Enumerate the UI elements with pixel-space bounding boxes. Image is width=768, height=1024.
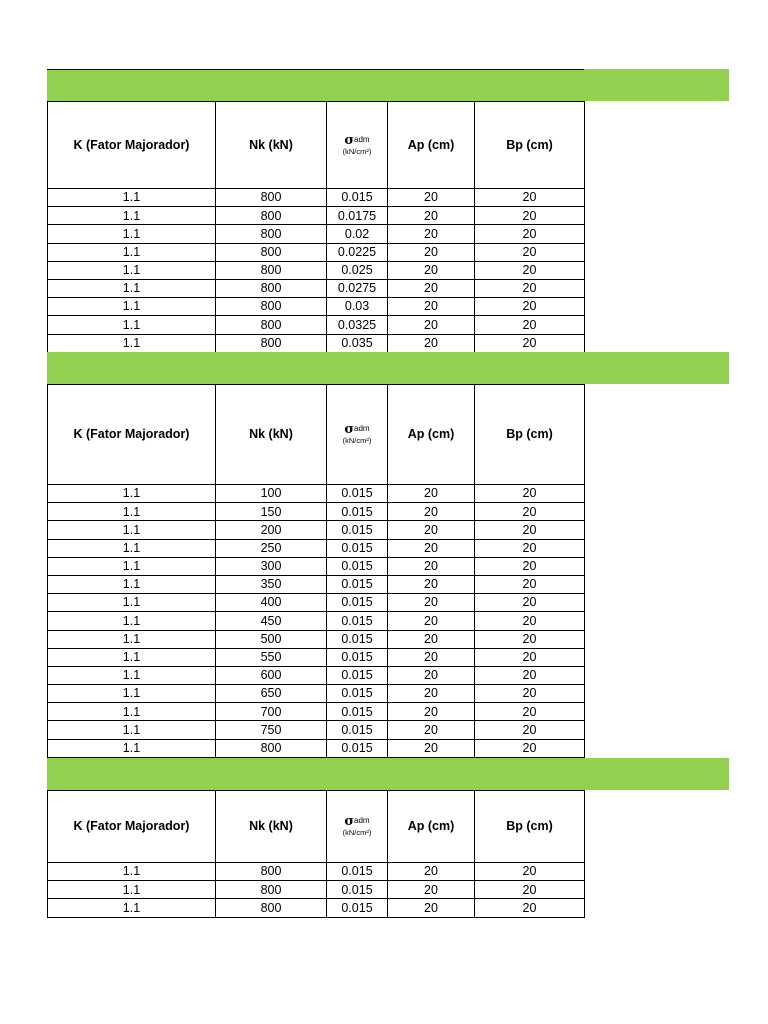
cell-k: 1.1 (48, 189, 216, 207)
cell-bp: 20 (475, 557, 585, 575)
cell-k: 1.1 (48, 594, 216, 612)
cell-sigma-adm: 0.035 (327, 334, 388, 352)
cell-nk: 650 (216, 685, 327, 703)
table-row (48, 899, 585, 917)
cell-nk: 800 (216, 261, 327, 279)
cell-k: 1.1 (48, 612, 216, 630)
cell-bp: 20 (475, 279, 585, 297)
cell-sigma-adm: 0.015 (327, 485, 388, 503)
header-sigma-adm (327, 102, 388, 189)
cell-bp: 20 (475, 485, 585, 503)
cell-k: 1.1 (48, 685, 216, 703)
cell-k: 1.1 (48, 739, 216, 757)
cell-k: 1.1 (48, 863, 216, 881)
cell-k: 1.1 (48, 485, 216, 503)
cell-ap: 20 (388, 863, 475, 881)
cell-bp: 20 (475, 594, 585, 612)
section-band (47, 69, 729, 101)
cell-bp: 20 (475, 298, 585, 316)
cell-nk: 150 (216, 503, 327, 521)
cell-nk: 550 (216, 648, 327, 666)
table-row (48, 557, 585, 575)
data-table-1 (47, 101, 585, 353)
cell-bp: 20 (475, 539, 585, 557)
cell-bp: 20 (475, 243, 585, 261)
cell-ap: 20 (388, 703, 475, 721)
header-k: K (Fator Majorador) (48, 791, 216, 863)
header-ap: Ap (cm) (388, 385, 475, 485)
cell-ap: 20 (388, 557, 475, 575)
header-k: K (Fator Majorador) (48, 102, 216, 189)
cell-sigma-adm: 0.015 (327, 739, 388, 757)
table-row (48, 316, 585, 334)
cell-sigma-adm: 0.0325 (327, 316, 388, 334)
cell-ap: 20 (388, 189, 475, 207)
cell-ap: 20 (388, 685, 475, 703)
header-row (48, 385, 585, 485)
cell-bp: 20 (475, 648, 585, 666)
cell-sigma-adm: 0.015 (327, 666, 388, 684)
sigma-unit: (kN/cm²) (342, 828, 372, 838)
cell-sigma-adm: 0.015 (327, 630, 388, 648)
cell-k: 1.1 (48, 557, 216, 575)
header-k: K (Fator Majorador) (48, 385, 216, 485)
cell-nk: 800 (216, 863, 327, 881)
table-row (48, 703, 585, 721)
cell-bp: 20 (475, 703, 585, 721)
table-row (48, 298, 585, 316)
cell-k: 1.1 (48, 207, 216, 225)
header-nk: Nk (kN) (216, 791, 327, 863)
table-row (48, 189, 585, 207)
cell-nk: 800 (216, 899, 327, 917)
cell-ap: 20 (388, 207, 475, 225)
header-bp: Bp (cm) (475, 791, 585, 863)
sigma-subscript: adm (354, 816, 370, 826)
cell-ap: 20 (388, 261, 475, 279)
cell-sigma-adm: 0.0175 (327, 207, 388, 225)
cell-nk: 450 (216, 612, 327, 630)
cell-k: 1.1 (48, 279, 216, 297)
table-row (48, 539, 585, 557)
cell-nk: 800 (216, 881, 327, 899)
cell-sigma-adm: 0.015 (327, 575, 388, 593)
cell-k: 1.1 (48, 521, 216, 539)
cell-k: 1.1 (48, 539, 216, 557)
table-row (48, 575, 585, 593)
cell-bp: 20 (475, 189, 585, 207)
cell-bp: 20 (475, 225, 585, 243)
header-row (48, 791, 585, 863)
cell-sigma-adm: 0.015 (327, 648, 388, 666)
cell-nk: 800 (216, 225, 327, 243)
cell-k: 1.1 (48, 703, 216, 721)
sigma-symbol: σ (344, 132, 355, 148)
cell-nk: 800 (216, 334, 327, 352)
cell-k: 1.1 (48, 666, 216, 684)
cell-ap: 20 (388, 279, 475, 297)
cell-nk: 750 (216, 721, 327, 739)
table-row (48, 630, 585, 648)
table-row (48, 334, 585, 352)
table-row (48, 881, 585, 899)
cell-k: 1.1 (48, 721, 216, 739)
header-sigma-adm (327, 791, 388, 863)
cell-sigma-adm: 0.015 (327, 503, 388, 521)
cell-bp: 20 (475, 316, 585, 334)
cell-bp: 20 (475, 739, 585, 757)
cell-ap: 20 (388, 899, 475, 917)
cell-sigma-adm: 0.015 (327, 521, 388, 539)
cell-nk: 500 (216, 630, 327, 648)
cell-k: 1.1 (48, 881, 216, 899)
table-row (48, 721, 585, 739)
cell-sigma-adm: 0.015 (327, 189, 388, 207)
cell-nk: 200 (216, 521, 327, 539)
cell-sigma-adm: 0.015 (327, 863, 388, 881)
cell-sigma-adm: 0.02 (327, 225, 388, 243)
header-ap: Ap (cm) (388, 791, 475, 863)
table-row (48, 503, 585, 521)
cell-nk: 800 (216, 298, 327, 316)
cell-k: 1.1 (48, 575, 216, 593)
cell-bp: 20 (475, 685, 585, 703)
data-table-3 (47, 790, 585, 918)
cell-ap: 20 (388, 521, 475, 539)
cell-k: 1.1 (48, 225, 216, 243)
sigma-symbol: σ (344, 814, 355, 830)
table-row (48, 485, 585, 503)
cell-sigma-adm: 0.015 (327, 703, 388, 721)
cell-sigma-adm: 0.015 (327, 557, 388, 575)
cell-nk: 800 (216, 243, 327, 261)
header-row (48, 102, 585, 189)
cell-sigma-adm: 0.025 (327, 261, 388, 279)
cell-k: 1.1 (48, 261, 216, 279)
cell-bp: 20 (475, 881, 585, 899)
cell-k: 1.1 (48, 334, 216, 352)
sigma-subscript: adm (354, 134, 370, 144)
header-sigma-adm (327, 385, 388, 485)
cell-ap: 20 (388, 485, 475, 503)
cell-ap: 20 (388, 612, 475, 630)
cell-ap: 20 (388, 539, 475, 557)
cell-sigma-adm: 0.03 (327, 298, 388, 316)
cell-sigma-adm: 0.015 (327, 881, 388, 899)
table-row (48, 612, 585, 630)
cell-ap: 20 (388, 225, 475, 243)
cell-sigma-adm: 0.015 (327, 612, 388, 630)
cell-k: 1.1 (48, 316, 216, 334)
cell-nk: 600 (216, 666, 327, 684)
cell-ap: 20 (388, 503, 475, 521)
table-row (48, 685, 585, 703)
section-band (47, 352, 729, 384)
sigma-unit: (kN/cm²) (342, 436, 372, 446)
cell-sigma-adm: 0.0225 (327, 243, 388, 261)
table-row (48, 261, 585, 279)
cell-ap: 20 (388, 243, 475, 261)
cell-ap: 20 (388, 739, 475, 757)
cell-ap: 20 (388, 630, 475, 648)
cell-nk: 350 (216, 575, 327, 593)
cell-k: 1.1 (48, 243, 216, 261)
table-body (48, 863, 585, 918)
cell-bp: 20 (475, 721, 585, 739)
header-nk: Nk (kN) (216, 385, 327, 485)
cell-ap: 20 (388, 881, 475, 899)
cell-nk: 700 (216, 703, 327, 721)
cell-nk: 800 (216, 207, 327, 225)
sigma-unit: (kN/cm²) (342, 146, 372, 156)
header-bp: Bp (cm) (475, 102, 585, 189)
table-row (48, 666, 585, 684)
cell-sigma-adm: 0.015 (327, 685, 388, 703)
cell-ap: 20 (388, 594, 475, 612)
cell-bp: 20 (475, 630, 585, 648)
cell-ap: 20 (388, 575, 475, 593)
cell-nk: 100 (216, 485, 327, 503)
section-band (47, 758, 729, 790)
cell-nk: 800 (216, 279, 327, 297)
cell-ap: 20 (388, 334, 475, 352)
cell-ap: 20 (388, 648, 475, 666)
cell-k: 1.1 (48, 503, 216, 521)
cell-bp: 20 (475, 612, 585, 630)
table-row (48, 648, 585, 666)
cell-ap: 20 (388, 316, 475, 334)
cell-k: 1.1 (48, 298, 216, 316)
cell-bp: 20 (475, 666, 585, 684)
cell-bp: 20 (475, 503, 585, 521)
table-body (48, 189, 585, 353)
cell-bp: 20 (475, 575, 585, 593)
table-row (48, 225, 585, 243)
cell-nk: 400 (216, 594, 327, 612)
cell-nk: 800 (216, 316, 327, 334)
table-row (48, 243, 585, 261)
table-body (48, 485, 585, 758)
table-row (48, 207, 585, 225)
header-ap: Ap (cm) (388, 102, 475, 189)
cell-bp: 20 (475, 521, 585, 539)
cell-bp: 20 (475, 899, 585, 917)
cell-bp: 20 (475, 207, 585, 225)
table-row (48, 594, 585, 612)
cell-nk: 300 (216, 557, 327, 575)
cell-sigma-adm: 0.015 (327, 539, 388, 557)
header-bp: Bp (cm) (475, 385, 585, 485)
cell-nk: 250 (216, 539, 327, 557)
band-top-border (47, 69, 584, 70)
cell-bp: 20 (475, 261, 585, 279)
table-row (48, 279, 585, 297)
cell-k: 1.1 (48, 630, 216, 648)
cell-nk: 800 (216, 739, 327, 757)
cell-sigma-adm: 0.015 (327, 899, 388, 917)
table-row (48, 521, 585, 539)
table-row (48, 863, 585, 881)
data-table-2 (47, 384, 585, 758)
sigma-symbol: σ (344, 422, 355, 438)
cell-sigma-adm: 0.0275 (327, 279, 388, 297)
cell-nk: 800 (216, 189, 327, 207)
cell-ap: 20 (388, 666, 475, 684)
table-row (48, 739, 585, 757)
header-nk: Nk (kN) (216, 102, 327, 189)
cell-k: 1.1 (48, 899, 216, 917)
cell-sigma-adm: 0.015 (327, 594, 388, 612)
cell-ap: 20 (388, 298, 475, 316)
sigma-subscript: adm (354, 424, 370, 434)
cell-sigma-adm: 0.015 (327, 721, 388, 739)
cell-bp: 20 (475, 334, 585, 352)
cell-ap: 20 (388, 721, 475, 739)
cell-bp: 20 (475, 863, 585, 881)
cell-k: 1.1 (48, 648, 216, 666)
